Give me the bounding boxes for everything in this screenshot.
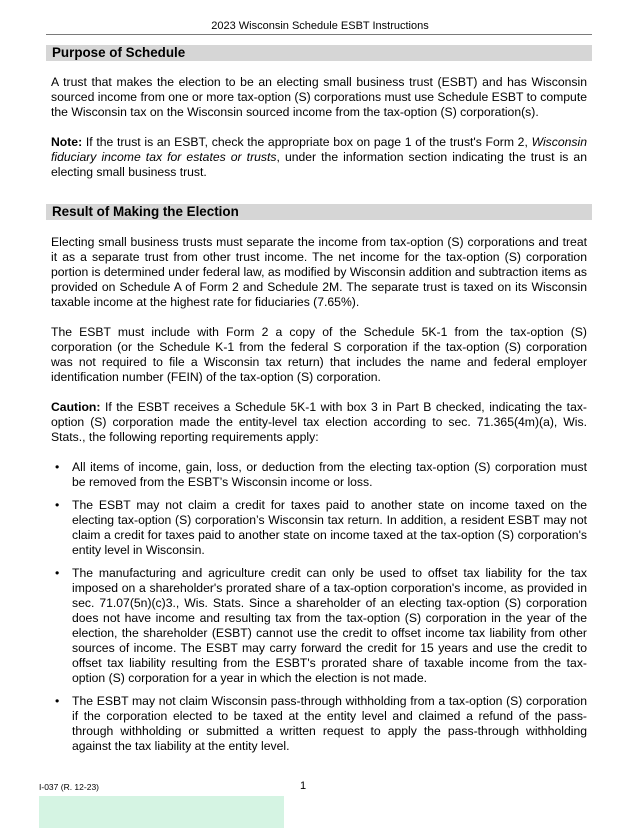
purpose-section-body [51,75,587,180]
result-paragraph-1: Electing small business trusts must separate the income from tax-option (S) corporations and treat it as a separate trust from other trust income. The net income for the tax-option (S) corporation portion is determined under federal law, as modified by Wisconsin addition and subtraction items as provided on Schedule A of Form 2 and Schedule 2M. The separate trust is taxed on its Wisconsin taxable income at the highest rate for fiduciaries (7.65%). [51,235,587,309]
list-item-text: The manufacturing and agriculture credit can only be used to offset tax liability for the tax imposed on a shareholder's prorated share of a tax-option corporation's income, as provided in sec. 71.07(5n)(c)3., Wis. Stats. Since a shareholder of an electing tax-option (S) corporation does not have income and resulting tax from the tax-option (S) corporation in the year of the election, the shareholder (ESBT) cannot use the credit to offset income tax liability from other sources of income. The ESBT may carry forward the credit for 15 years and use the credit to offset tax liability resulting from the ESBT's prorated share of taxable income from the tax-option (S) corporation for a year in which the election is not made. [72,566,587,685]
list-item-text: All items of income, gain, loss, or deduction from the electing tax-option (S) corporation must be removed from the ESBT’s Wisconsin income or loss. [72,460,587,489]
list-item [51,460,587,490]
section-heading-result: Result of Making the Election [46,204,592,220]
bullet-icon: • [55,694,60,708]
bullet-icon: • [55,498,60,512]
bullet-icon: • [55,460,60,474]
caution-text: If the ESBT receives a Schedule 5K-1 with box 3 in Part B checked, indicating the tax-option (S) corporation made the entity-level tax election according to sec. 71.365(4m)(a), Wis. Stats., the following reporting requirements apply: [51,400,587,444]
result-paragraph-2: The ESBT must include with Form 2 a copy of the Schedule 5K-1 from the tax-option (S) corporation (or the Schedule K-1 from the federal S corporation if the tax-option (S) corporation was not required to file a Wisconsin tax return) that includes the name and federal employer identification number (FEIN) of the tax-option (S) corporation. [51,325,587,384]
caution-paragraph [51,400,587,445]
purpose-paragraph: A trust that makes the election to be an electing small business trust (ESBT) and has Wisconsin sourced income from one or more tax-option (S) corporations must use Schedule ESBT to compute the Wisconsin tax on the Wisconsin sourced income from the tax-option (S) corporation(s). [51,75,587,119]
list-item [51,694,587,754]
purpose-note [51,135,587,180]
note-text-1: If the trust is an ESBT, check the appropriate box on page 1 of the trust's Form 2, [82,135,532,149]
list-item [51,498,587,558]
form-number: I-037 (R. 12-23) [39,782,99,792]
list-item-text: The ESBT may not claim a credit for taxes paid to another state on income taxed on the electing tax-option (S) corporation’s Wisconsin tax return. In addition, a resident ESBT may not claim a credit for taxes paid to another state on income taxed at the tax-option (S) corporation's entity level in Wisconsin. [72,498,587,557]
requirements-list [51,460,587,754]
bullet-icon: • [55,566,60,580]
note-form-title: Wisconsin fiduciary income tax for estates or trusts [51,135,587,164]
footer-highlight-box [39,796,284,828]
running-header: 2023 Wisconsin Schedule ESBT Instructions [211,20,429,32]
caution-label: Caution: [51,400,101,414]
note-text-2: , under the information section indicating the trust is an electing small business trust. [51,150,587,179]
header-divider [46,34,592,35]
list-item-text: The ESBT may not claim Wisconsin pass-through withholding from a tax-option (S) corporation if the corporation elected to be taxed at the entity level and claimed a refund of the pass-through withholding or submitted a written request to apply the pass-through withholding against the tax liability at the entity level. [72,694,587,753]
result-section-body [51,235,587,762]
section-heading-purpose: Purpose of Schedule [46,45,592,61]
page-number: 1 [300,780,307,792]
list-item [51,566,587,686]
note-label: Note: [51,135,83,149]
